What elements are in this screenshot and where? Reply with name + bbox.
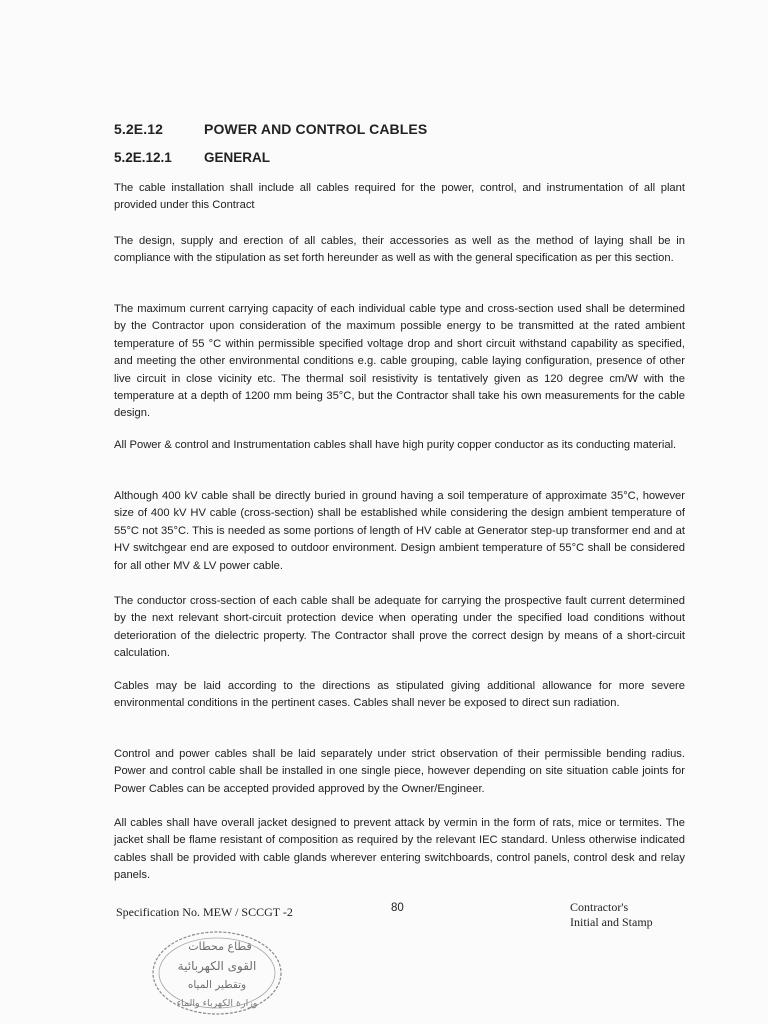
paragraph-3: The maximum current carrying capacity of each individual cable type and cross-section used shall be determined by the Contractor upon consideration of the maximum possible energy to be transmitted at the rated ambient temperature of 55 °C within permissible specified voltage drop and short circuit withstand capability as specified, and meeting the other environmental conditions e.g. cable grouping, cable laying configuration, presence of other live circuit in close vicinity etc. The thermal soil resistivity is tentatively given as 120 degree cm/W with the temperature at a depth of 1200 mm being 35°C, but the Contractor shall take his own measurements for the cable design. — [114, 303, 685, 420]
page-number: 80 — [391, 902, 404, 914]
paragraph-5: Although 400 kV cable shall be directly buried in ground having a soil temperature of approximate 35°C, however size of 400 kV HV cable (cross-section) shall be established while considering the design ambient temperature of 55°C not 35°C. This is needed as some portions of length of HV cable at Generator step-up transformer end and at HV switchgear end are exposed to outdoor environment. Design ambient temperature of 55°C shall be considered for all other MV & LV power cable. — [114, 490, 685, 572]
svg-text:وزارة الكهرباء والماء: وزارة الكهرباء والماء — [176, 998, 258, 1009]
svg-text:القوى الكهربائية: القوى الكهربائية — [177, 959, 257, 973]
paragraph-7: Cables may be laid according to the directions as stipulated giving additional allowance for more severe environmental conditions in the pertinent cases. Cables shall never be exposed to direct sun radiation. — [114, 680, 685, 710]
contractor-stamp-label — [570, 900, 653, 930]
paragraph-8: Control and power cables shall be laid separately under strict observation of their permissible bending radius. Power and control cable shall be installed in one single piece, however depending on site situation cable joints for Power Cables can be accepted provided approved by the Owner/Engineer. — [114, 748, 685, 795]
paragraph-1: The cable installation shall include all cables required for the power, control, and instrumentation of all plant provided under this Contract — [114, 182, 685, 212]
stamp-label-line2: Initial and Stamp — [570, 915, 653, 929]
paragraph-2: The design, supply and erection of all cables, their accessories as well as the method of laying shall be in compliance with the stipulation as set forth hereunder as well as with the general specification as per this section. — [114, 235, 685, 265]
official-seal-stamp — [150, 928, 285, 1018]
paragraph-6: The conductor cross-section of each cable shall be adequate for carrying the prospective fault current determined by the next relevant short-circuit protection device when operating under the specified load conditions without deterioration of the dielectric property. The Contractor shall prove the correct design by means of a short-circuit calculation. — [114, 595, 685, 660]
subsection-heading — [114, 150, 270, 165]
footer-spec-number: Specification No. MEW / SCCGT -2 — [116, 905, 293, 919]
paragraph-4: All Power & control and Instrumentation cables shall have high purity copper conductor as its conducting material. — [114, 439, 677, 451]
svg-text:قطاع محطات: قطاع محطات — [188, 940, 252, 953]
svg-text:وتقطير المياه: وتقطير المياه — [187, 979, 247, 991]
subsection-title: GENERAL — [204, 150, 271, 165]
section-number: 5.2E.12 — [114, 121, 163, 137]
stamp-label-line1: Contractor's — [570, 900, 629, 914]
section-heading — [114, 121, 427, 137]
paragraph-9: All cables shall have overall jacket designed to prevent attack by vermin in the form of rats, mice or termites. The jacket shall be flame resistant of composition as required by the relevant IEC standard. Unless otherwise indicated cables shall be provided with cable glands wherever entering switchboards, control panels, control desk and relay panels. — [114, 817, 685, 882]
subsection-number: 5.2E.12.1 — [114, 150, 172, 165]
section-title: POWER AND CONTROL CABLES — [204, 121, 428, 137]
